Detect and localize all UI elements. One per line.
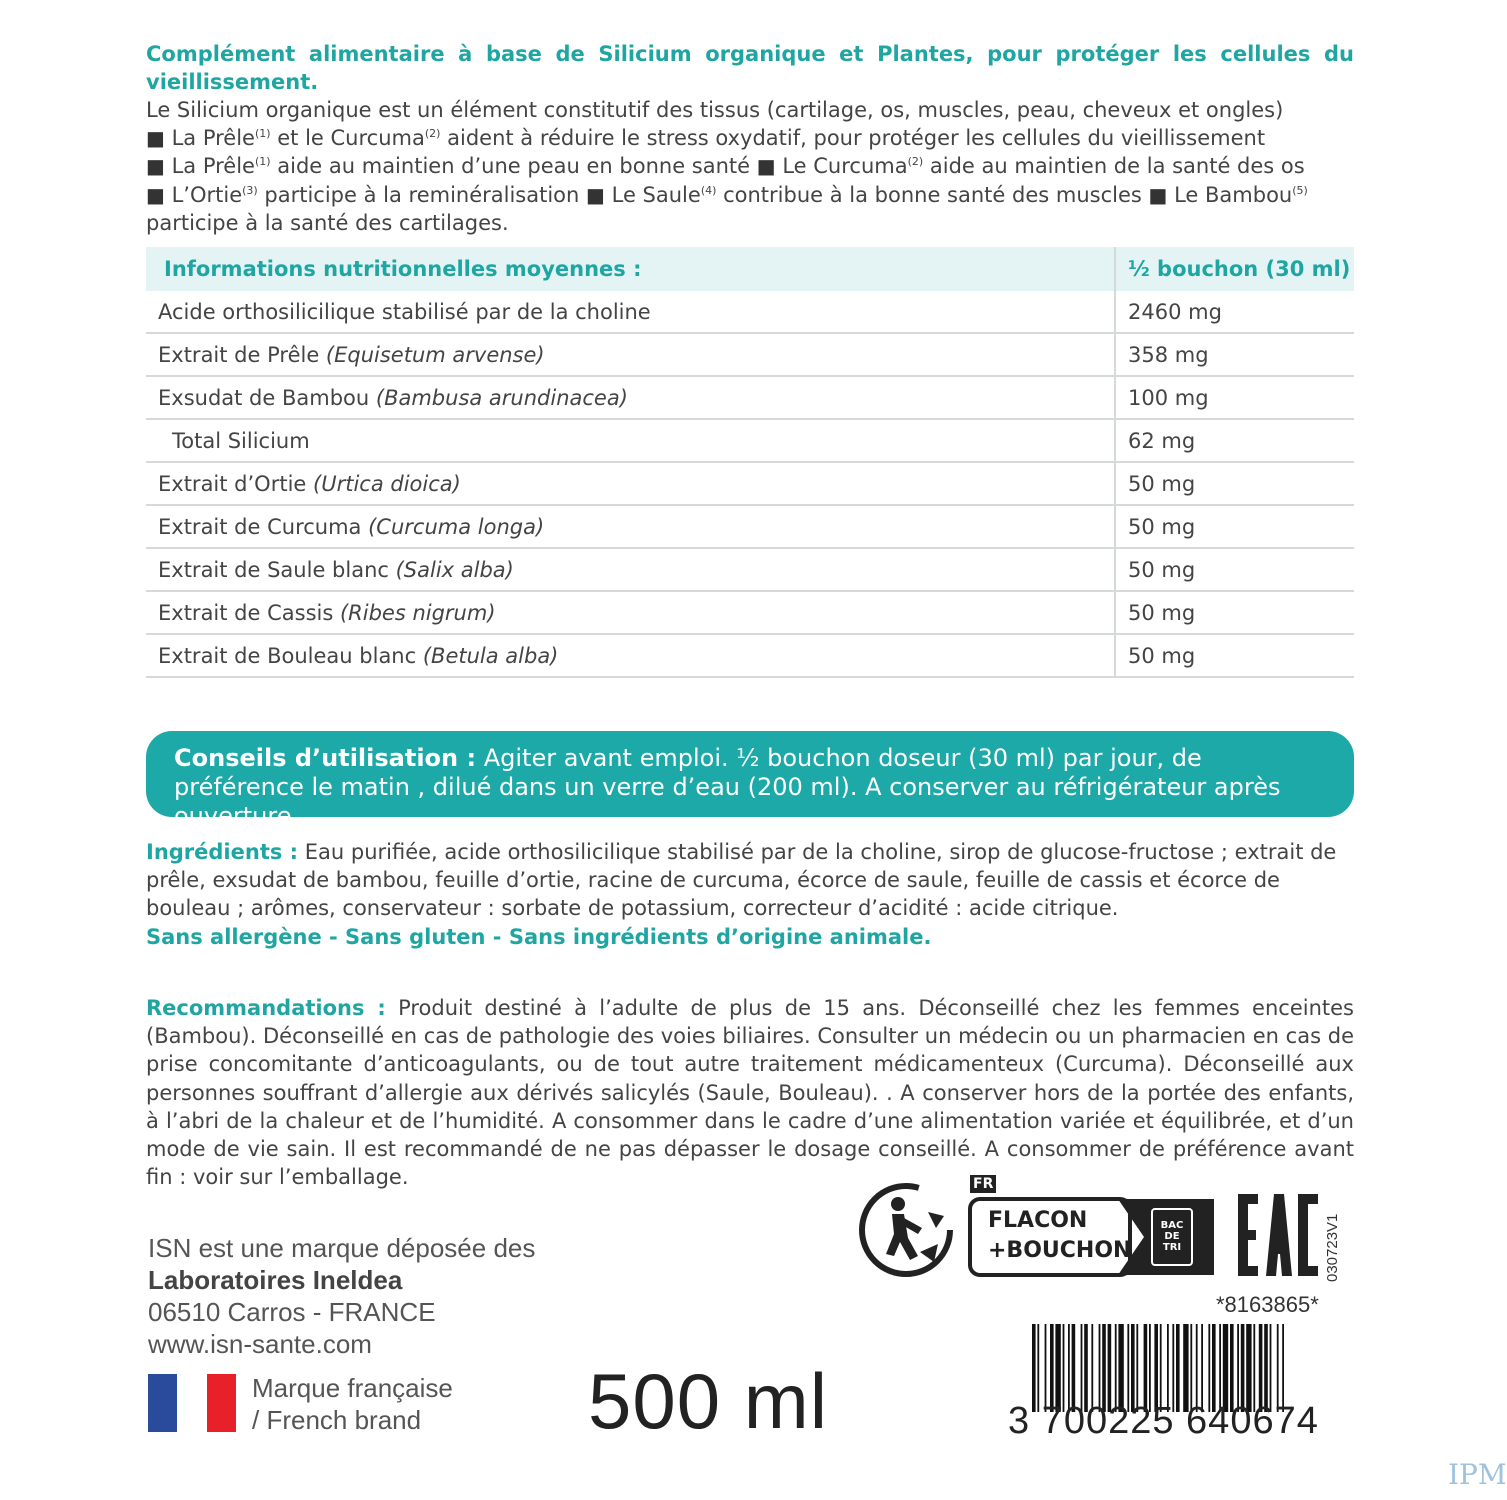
nutrient-value: 100 mg — [1115, 376, 1354, 419]
bullet-square-icon: ■ — [146, 182, 165, 207]
nutrient-value: 50 mg — [1115, 548, 1354, 591]
nutrient-name: Extrait d’Ortie (Urtica dioica) — [146, 462, 1115, 505]
brand-notice: ISN est une marque déposée des — [148, 1233, 536, 1263]
usage-advice-text: Agiter avant emploi. ½ bouchon doseur (30 ml) par jour, de préférence le matin , dilué dans un verre d’eau (200 ml). A conserver au réfrigérateur après ouverture. — [174, 744, 1281, 830]
table-row — [146, 419, 1354, 462]
table-row — [146, 462, 1354, 505]
bullet-square-icon: ■ — [146, 154, 165, 179]
claim-line: ■ La Prêle$^{(1)}$ et le Curcuma$^{(2)}$ aident à réduire le stress oxydatif, pour protéger les cellules du vieillissement — [146, 126, 1266, 151]
table-row — [146, 291, 1354, 333]
claim-line: Le Silicium organique est un élément constitutif des tissus (cartilage, os, muscles, peau, cheveux et ongles) — [146, 98, 1284, 122]
barcode-icon — [1030, 1324, 1346, 1412]
french-flag-icon — [148, 1374, 236, 1432]
product-claims — [146, 96, 1354, 237]
nutrient-name: Extrait de Bouleau blanc (Betula alba) — [146, 634, 1115, 677]
nutrient-name: Exsudat de Bambou (Bambusa arundinacea) — [146, 376, 1115, 419]
usage-advice-label: Conseils d’utilisation : — [174, 744, 477, 772]
table-row — [146, 591, 1354, 634]
nutrient-value: 50 mg — [1115, 505, 1354, 548]
table-row — [146, 333, 1354, 376]
nutrition-header-row — [146, 247, 1354, 291]
triman-recycling-icon — [858, 1182, 954, 1278]
nutrient-value: 62 mg — [1115, 419, 1354, 462]
table-row — [146, 548, 1354, 591]
nutrient-value: 50 mg — [1115, 462, 1354, 505]
manufacturer-info — [148, 1232, 535, 1360]
nutrient-name: Extrait de Curcuma (Curcuma longa) — [146, 505, 1115, 548]
recommendations-label: Recommandations : — [146, 996, 386, 1020]
usage-advice-box — [146, 731, 1354, 830]
allergen-statement: Sans allergène - Sans gluten - Sans ingrédients d’origine animale. — [146, 924, 932, 949]
nutrient-value: 50 mg — [1115, 634, 1354, 677]
product-code: *8163865* — [1216, 1292, 1319, 1317]
recommendations-text: Produit destiné à l’adulte de plus de 15 ans. Déconseillé chez les femmes enceintes (Bambou). Déconseillé en cas de pathologie des voies biliaires. Consulter un médecin ou un pharmacien en cas de prise concomitante d’anticoagulants, ou de tout autre traitement médicamenteux (Curcuma). Déconseillé aux personnes souffrant d’allergie aux dérivés salicylés (Saule, Bouleau). . A conserver hors de la portée des enfants, à l’abri de la chaleur et de l’humidité. A consommer dans le cadre d’une alimentation variée et équilibrée, et d’un mode de vie sain. Il est recommandé de ne pas dépasser le dosage conseillé. A consommer de préférence avant fin : voir sur l’emballage. — [146, 996, 1354, 1190]
table-row — [146, 376, 1354, 419]
company-address: 06510 Carros - FRANCE — [148, 1297, 436, 1327]
nutrient-value: 2460 mg — [1115, 291, 1354, 333]
nutrient-value: 358 mg — [1115, 333, 1354, 376]
bullet-square-icon: ■ — [1148, 182, 1168, 207]
french-brand-label: Marque française / French brand — [252, 1373, 453, 1435]
company-website: www.isn-sante.com — [148, 1329, 372, 1359]
table-row — [146, 634, 1354, 677]
barcode-number: 3 700225 640674 — [1008, 1400, 1319, 1442]
nutrient-name: Extrait de Prêle (Equisetum arvense) — [146, 333, 1115, 376]
version-code: 030723V1 — [1324, 1213, 1341, 1282]
ingredients-text: Eau purifiée, acide orthosilicilique stabilisé par de la choline, sirop de glucose-fructose ; extrait de prêle, exsudat de bambou, feuille d’ortie, racine de curcuma, écorce de saule, feuille de cassis et écorce de bouleau ; arômes, conservateur : sorbate de potassium, correcteur d’acidité : acide citrique. — [146, 840, 1337, 921]
ingredients-label: Ingrédients : — [146, 840, 299, 864]
company-name: Laboratoires Ineldea — [148, 1265, 403, 1295]
eac-certification-icon — [1236, 1192, 1320, 1278]
nutrient-name: Extrait de Saule blanc (Salix alba) — [146, 548, 1115, 591]
bullet-square-icon: ■ — [146, 126, 165, 151]
table-row — [146, 505, 1354, 548]
nutrition-table — [146, 247, 1354, 678]
recommendations-section — [146, 994, 1354, 1191]
bullet-square-icon: ■ — [756, 154, 776, 179]
claim-line: participe à la santé des cartilages. — [146, 210, 509, 235]
claim-line: ■ L’Ortie$^{(3)}$ participe à la reminéralisation ■ Le Saule$^{(4)}$ contribue à la bonne santé des muscles ■ Le Bambou$^{(5)}$ — [146, 182, 1308, 207]
product-description-title: Complément alimentaire à base de Silicium organique et Plantes, pour protéger les cellules du vieillissement. — [146, 42, 1354, 95]
ingredients-section — [146, 838, 1354, 951]
bullet-square-icon: ■ — [586, 182, 605, 207]
nutrient-name: Total Silicium — [146, 419, 1115, 462]
nutrient-name: Acide orthosilicilique stabilisé par de la choline — [146, 291, 1115, 333]
claim-line: ■ La Prêle$^{(1)}$ aide au maintien d’une peau en bonne santé ■ Le Curcuma$^{(2)}$ aide au maintien de la santé des os — [146, 154, 1305, 179]
sorting-label: FLACON +BOUCHON — [988, 1208, 1132, 1263]
watermark-logo: IPM — [1448, 1458, 1507, 1491]
sorting-bin-label: BAC DE TRI — [1160, 1220, 1184, 1253]
nutrition-header-label: Informations nutritionnelles moyennes : — [146, 247, 1115, 291]
volume-label: 500 ml — [588, 1357, 829, 1445]
nutrient-name: Extrait de Cassis (Ribes nigrum) — [146, 591, 1115, 634]
nutrient-value: 50 mg — [1115, 591, 1354, 634]
country-tag: FR — [970, 1175, 996, 1193]
nutrition-header-value: ½ bouchon (30 ml) — [1115, 247, 1354, 291]
